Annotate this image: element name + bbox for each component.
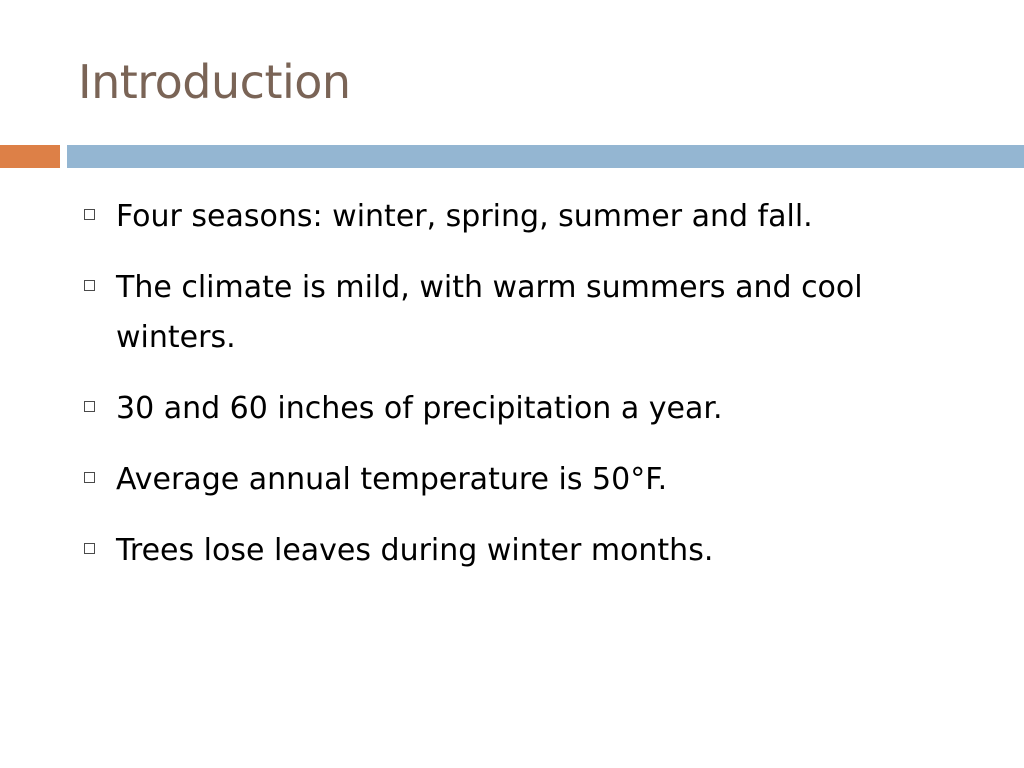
accent-bar-orange [0,145,60,168]
bullet-text: Trees lose leaves during winter months. [116,533,714,568]
hollow-square-icon [84,472,95,483]
bullet-text: 30 and 60 inches of precipitation a year. [116,391,723,426]
bullet-item [80,455,960,505]
hollow-square-icon [84,401,95,412]
bullet-text: Four seasons: winter, spring, summer and fall. [116,199,813,234]
hollow-square-icon [84,209,95,220]
bullet-text: The climate is mild, with warm summers and cool winters. [116,270,863,355]
bullet-text: Average annual temperature is 50°F. [116,462,668,497]
hollow-square-icon [84,543,95,554]
bullet-item [80,526,960,576]
bullet-list [80,192,960,597]
bullet-item [80,192,960,242]
hollow-square-icon [84,280,95,291]
bullet-item [80,384,960,434]
accent-bar-blue [67,145,1024,168]
slide-title: Introduction [78,55,351,109]
bullet-item [80,263,960,363]
